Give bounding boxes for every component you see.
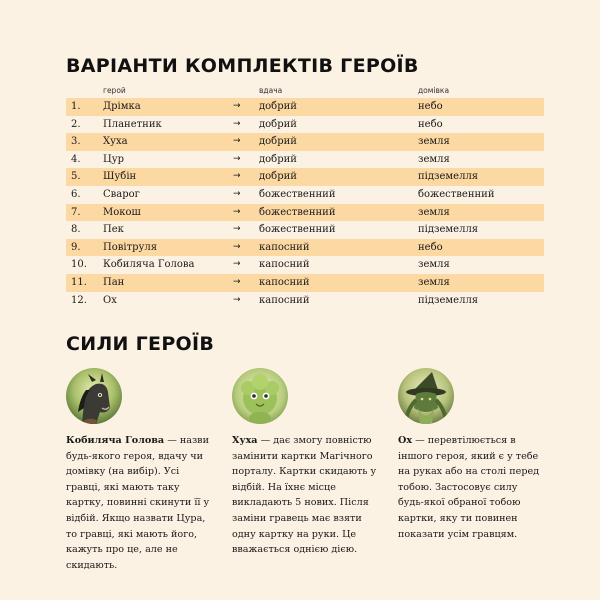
hero-name-cell: Повітруля: [103, 241, 158, 253]
witch-hat-hero-portrait-icon: [398, 368, 454, 424]
section-title-hero-sets: ВАРІАНТИ КОМПЛЕКТІВ ГЕРОЇВ: [66, 55, 419, 77]
table-row: [66, 239, 544, 257]
arrow-icon: →: [233, 294, 241, 305]
domivka-cell: земля: [418, 206, 450, 218]
domivka-cell: земля: [418, 153, 450, 165]
hero-name-cell: Мокош: [103, 206, 141, 218]
hero-name: Ох: [398, 435, 413, 446]
hero-power-description: [66, 433, 216, 573]
row-number: 10.: [71, 259, 87, 271]
arrow-icon: →: [233, 241, 241, 252]
hero-name-cell: Пек: [103, 224, 124, 236]
table-row: [66, 98, 544, 116]
row-number: 4.: [71, 153, 81, 165]
domivka-cell: підземелля: [418, 294, 479, 306]
vdacha-cell: капосний: [259, 276, 310, 288]
hero-name-cell: Цур: [103, 153, 125, 165]
vdacha-cell: добрий: [259, 118, 297, 130]
domivka-cell: небо: [418, 118, 443, 130]
row-number: 6.: [71, 188, 81, 200]
row-number: 9.: [71, 241, 81, 253]
domivka-cell: земля: [418, 276, 450, 288]
vdacha-cell: добрий: [259, 136, 297, 148]
vdacha-cell: божественний: [259, 224, 336, 236]
column-header-hero: герой: [103, 86, 126, 95]
arrow-icon: →: [233, 101, 241, 111]
hero-name-cell: Кобиляча Голова: [103, 259, 195, 271]
arrow-icon: →: [233, 118, 241, 129]
table-row: [66, 151, 544, 169]
table-row: [66, 186, 544, 204]
column-header-domivka: домівка: [418, 86, 450, 95]
domivka-cell: небо: [418, 241, 443, 253]
hero-power-description: [398, 433, 540, 542]
hero-name-cell: Ох: [103, 294, 117, 306]
row-number: 8.: [71, 224, 81, 236]
horse-head-hero-portrait-icon: [66, 368, 122, 424]
vdacha-cell: добрий: [259, 171, 297, 183]
arrow-icon: →: [233, 153, 241, 164]
domivka-cell: небо: [418, 101, 443, 112]
table-row: [66, 221, 544, 239]
vdacha-cell: добрий: [259, 153, 297, 165]
vdacha-cell: капосний: [259, 241, 310, 253]
domivka-cell: підземелля: [418, 171, 479, 183]
vdacha-cell: добрий: [259, 101, 297, 112]
hero-name-cell: Хуха: [103, 136, 128, 148]
hero-power-text: — перевтілюється в іншого героя, який є у тебе на руках або на столі перед тобою. Застосовує силу будь-якої обраної тобою картки, яку ти повинен показати усім гравцям.: [398, 435, 540, 540]
table-row: [66, 256, 544, 274]
arrow-icon: →: [233, 224, 241, 235]
hero-name-cell: Шубін: [103, 171, 137, 183]
row-number: 7.: [71, 206, 81, 218]
domivka-cell: підземелля: [418, 224, 479, 236]
row-number: 5.: [71, 171, 81, 183]
row-number: 12.: [71, 294, 87, 306]
row-number: 2.: [71, 118, 81, 130]
domivka-cell: земля: [418, 136, 450, 148]
hero-name-cell: Планетник: [103, 118, 162, 130]
hero-name-cell: Сварог: [103, 188, 140, 200]
column-header-vdacha: вдача: [259, 86, 283, 95]
hero-name: Кобиляча Голова: [66, 435, 165, 446]
table-row: [66, 133, 544, 151]
vdacha-cell: капосний: [259, 259, 310, 271]
arrow-icon: →: [233, 188, 241, 199]
table-row: [66, 116, 544, 134]
table-row: [66, 274, 544, 292]
row-number: 3.: [71, 136, 81, 148]
arrow-icon: →: [233, 259, 241, 270]
row-number: 11.: [71, 276, 87, 288]
table-row: [66, 292, 544, 310]
hero-power-text: — назви будь-якого героя, вдачу чи домівку (на вибір). Усі гравці, які мають таку картку, повинні скинути її у відбій. Якщо назвати Цура, то гравці, які мають його, кажуть про це, але не скидають.: [66, 435, 210, 571]
section-title-hero-powers: СИЛИ ГЕРОЇВ: [66, 333, 215, 355]
vdacha-cell: капосний: [259, 294, 310, 306]
hero-sets-table: [66, 98, 544, 309]
domivka-cell: земля: [418, 259, 450, 271]
table-row: [66, 168, 544, 186]
arrow-icon: →: [233, 206, 241, 217]
green-fluffy-hero-portrait-icon: [232, 368, 288, 424]
domivka-cell: божественний: [418, 188, 495, 200]
table-row: [66, 204, 544, 222]
vdacha-cell: божественний: [259, 206, 336, 218]
arrow-icon: →: [233, 276, 241, 287]
hero-name-cell: Пан: [103, 276, 125, 288]
arrow-icon: →: [233, 171, 241, 182]
vdacha-cell: божественний: [259, 188, 336, 200]
hero-power-text: — дає змогу повністю замінити картки Магічного порталу. Картки скидають у відбій. На їхнє місце викладають 5 нових. Після заміни гравець має взяти одну картку на руки. Це вважається однією дією.: [232, 435, 377, 556]
arrow-icon: →: [233, 136, 241, 147]
hero-power-description: [232, 433, 382, 558]
hero-name-cell: Дрімка: [103, 101, 141, 112]
hero-name: Хуха: [232, 435, 258, 446]
row-number: 1.: [71, 101, 81, 112]
